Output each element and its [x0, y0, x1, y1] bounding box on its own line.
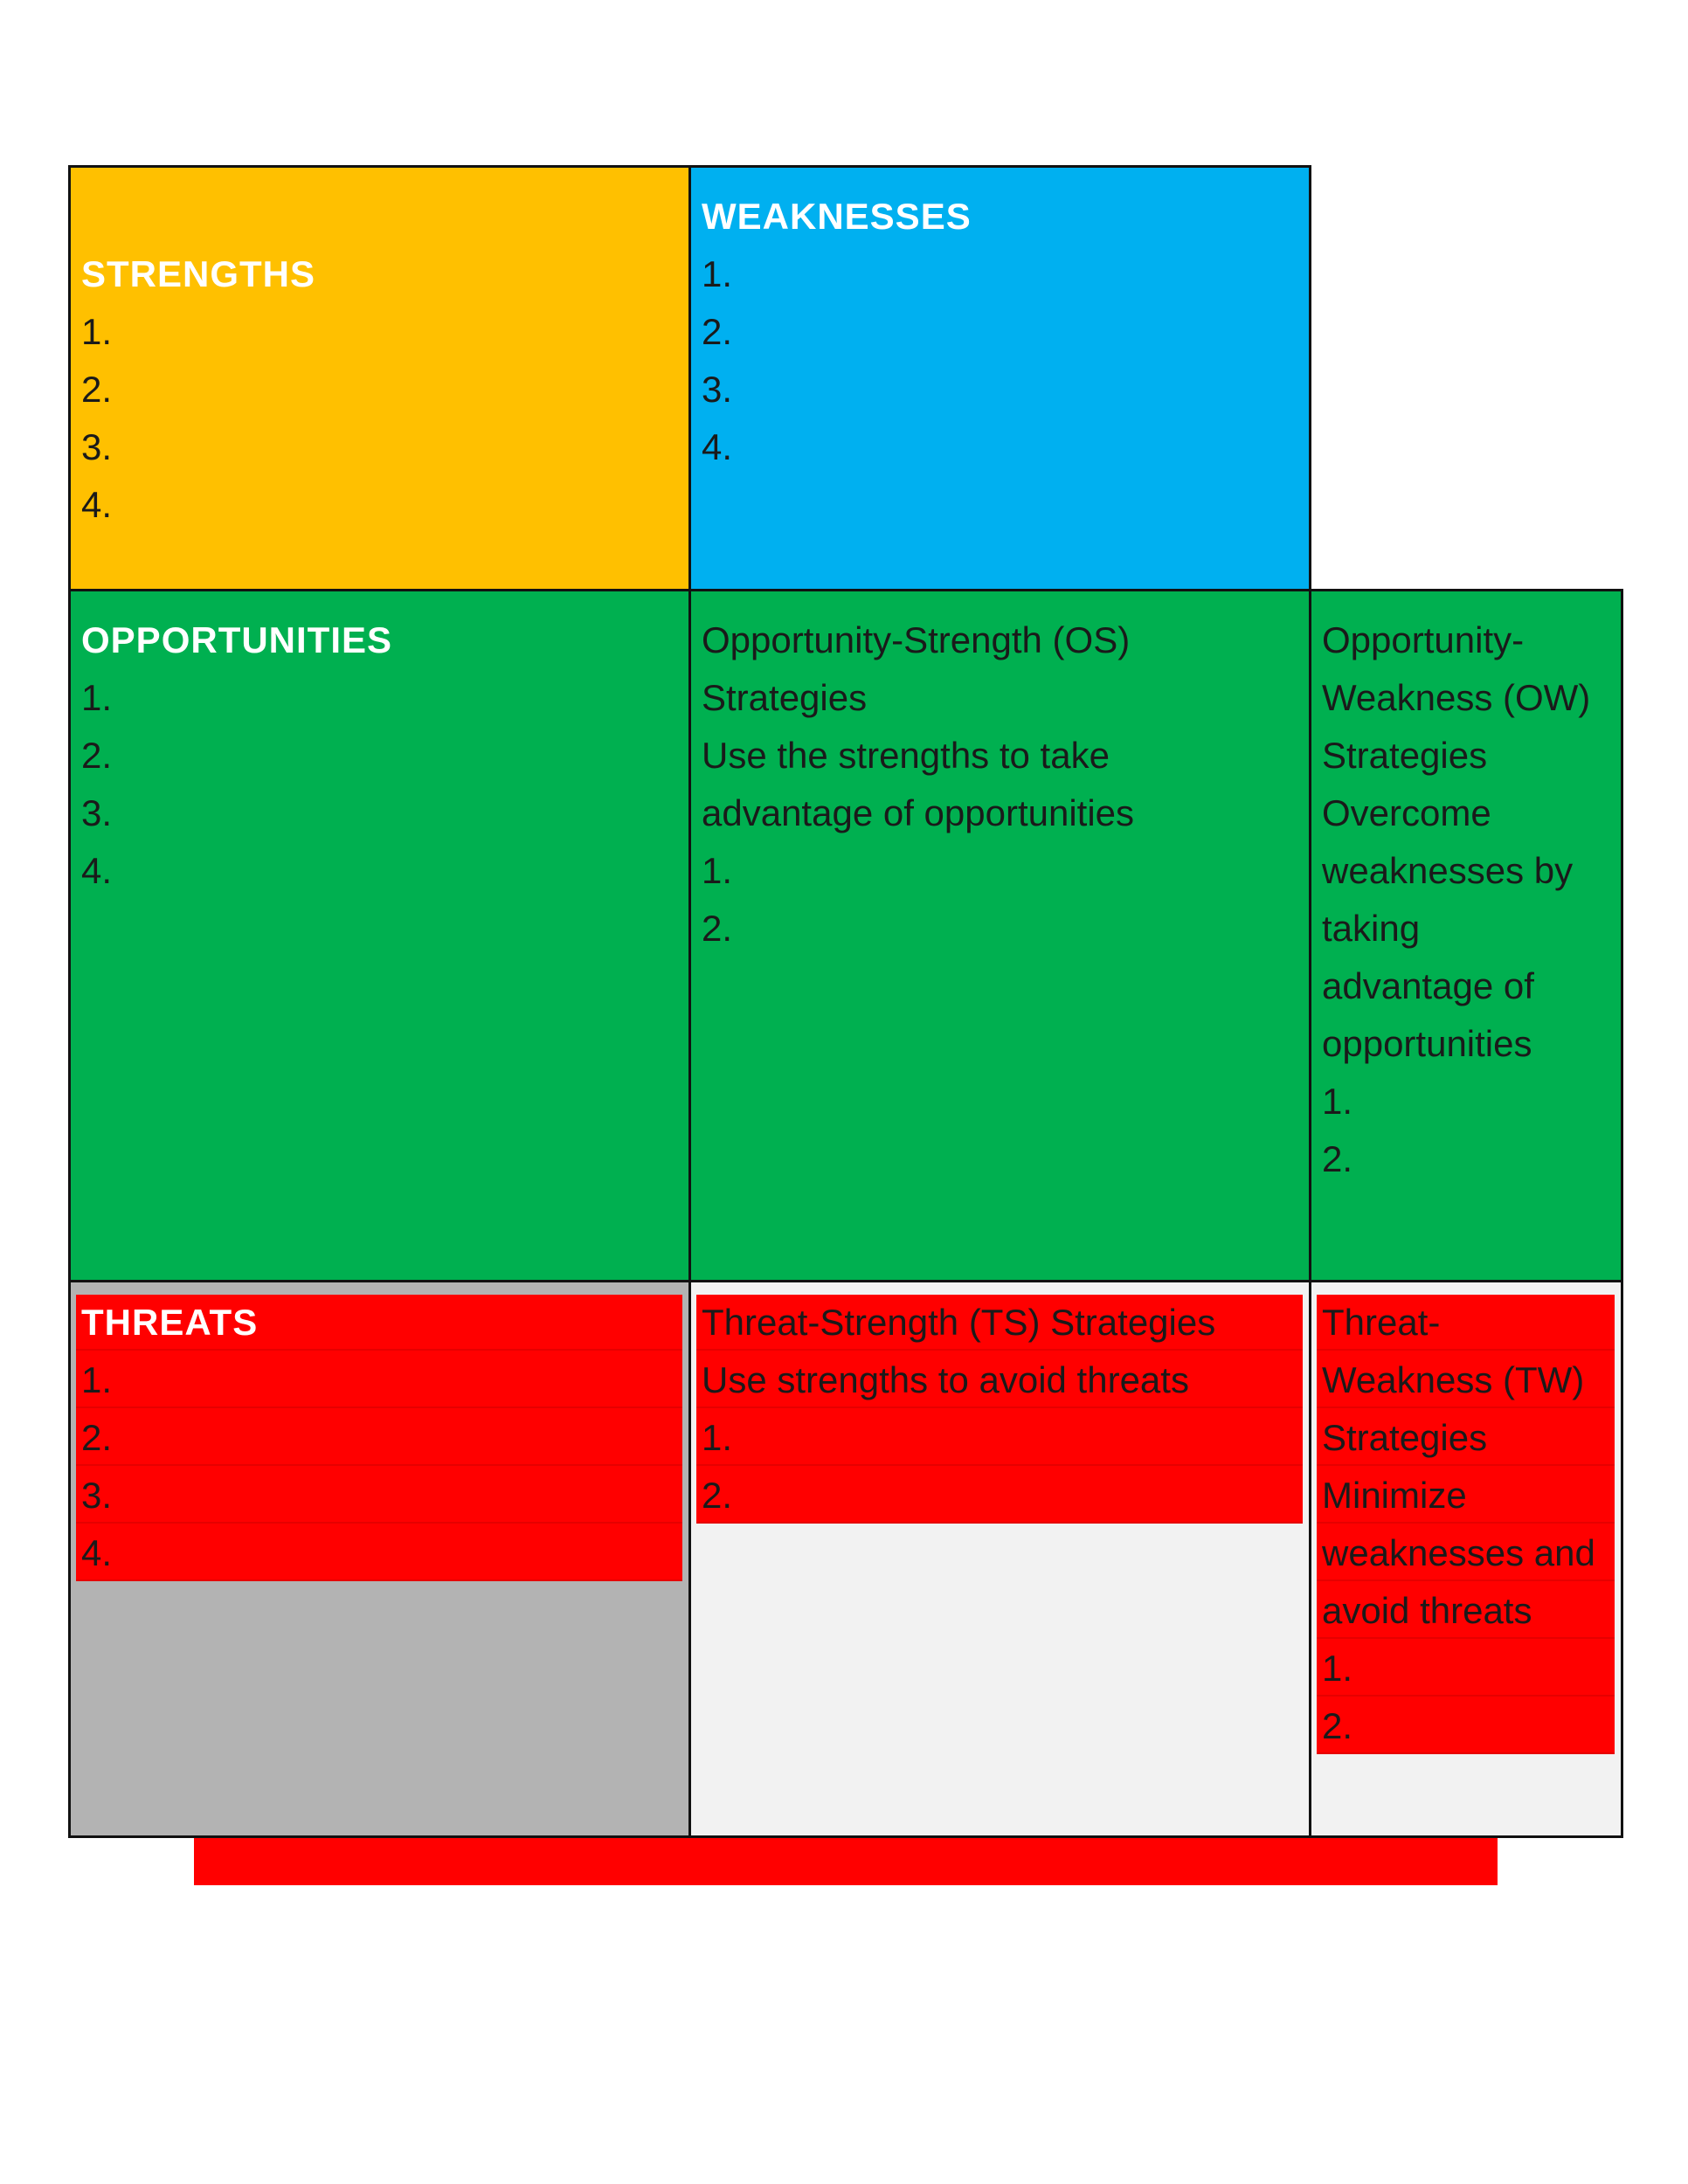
bottom-red-bar: [194, 1838, 1498, 1885]
weaknesses-item-4: 4.: [702, 426, 733, 467]
tw-strategies-cell: [1309, 1280, 1623, 1838]
os-strategies-title-line-2: Strategies: [702, 677, 868, 718]
os-strategies-cell: [688, 589, 1311, 1282]
os-strategies-desc-line-2: advantage of opportunities: [702, 792, 1135, 833]
threats-item-3: 3.: [81, 1475, 113, 1516]
os-strategies-title-line-1: Opportunity-Strength (OS): [702, 619, 1131, 660]
ow-strategies-item-2: 2.: [1322, 1138, 1353, 1179]
opportunities-heading: OPPORTUNITIES: [81, 619, 393, 660]
os-strategies-desc-line-1: Use the strengths to take: [702, 735, 1110, 776]
tw-strategies-line-5: weaknesses and: [1322, 1532, 1595, 1573]
opportunities-item-1: 1.: [81, 677, 113, 718]
strengths-heading: STRENGTHS: [81, 253, 316, 294]
tw-strategies-line-1: Threat-: [1322, 1302, 1441, 1343]
os-strategies-content: [702, 612, 1309, 957]
threats-item-2: 2.: [81, 1417, 113, 1458]
weaknesses-item-2: 2.: [702, 311, 733, 352]
weaknesses-item-3: 3.: [702, 369, 733, 410]
strengths-content: [81, 245, 688, 534]
opportunities-content: [81, 612, 688, 900]
strengths-item-4: 4.: [81, 484, 113, 525]
ow-strategies-content: [1322, 612, 1621, 1188]
strengths-item-1: 1.: [81, 311, 113, 352]
opportunities-item-3: 3.: [81, 792, 113, 833]
strengths-item-3: 3.: [81, 426, 113, 467]
ts-strategies-item-1: 1.: [702, 1417, 733, 1458]
opportunities-cell: [68, 589, 691, 1282]
strengths-cell: [68, 165, 691, 591]
ow-strategies-line-1: Opportunity-: [1322, 619, 1525, 660]
tw-strategies-item-1: 1.: [1322, 1648, 1353, 1689]
ts-strategies-title: Threat-Strength (TS) Strategies: [702, 1302, 1216, 1343]
os-strategies-item-2: 2.: [702, 908, 733, 949]
ow-strategies-line-7: advantage of: [1322, 965, 1534, 1006]
tw-strategies-content: [1322, 1294, 1621, 1755]
threats-item-1: 1.: [81, 1359, 113, 1400]
weaknesses-item-1: 1.: [702, 253, 733, 294]
weaknesses-cell: [688, 165, 1311, 591]
ts-strategies-cell: [688, 1280, 1311, 1838]
tw-strategies-line-3: Strategies: [1322, 1417, 1488, 1458]
ow-strategies-line-3: Strategies: [1322, 735, 1488, 776]
os-strategies-item-1: 1.: [702, 850, 733, 891]
threats-heading: THREATS: [81, 1302, 259, 1343]
ow-strategies-cell: [1309, 589, 1623, 1282]
threats-cell: [68, 1280, 691, 1838]
weaknesses-content: [702, 188, 1309, 476]
ts-strategies-content: [702, 1294, 1309, 1524]
threats-item-4: 4.: [81, 1532, 113, 1573]
ts-strategies-desc: Use strengths to avoid threats: [702, 1359, 1189, 1400]
tw-strategies-line-6: avoid threats: [1322, 1590, 1532, 1631]
opportunities-item-4: 4.: [81, 850, 113, 891]
tw-strategies-line-4: Minimize: [1322, 1475, 1467, 1516]
ow-strategies-line-2: Weakness (OW): [1322, 677, 1591, 718]
ow-strategies-line-8: opportunities: [1322, 1023, 1532, 1064]
ow-strategies-line-4: Overcome: [1322, 792, 1491, 833]
ts-strategies-item-2: 2.: [702, 1475, 733, 1516]
ow-strategies-line-6: taking: [1322, 908, 1421, 949]
tw-strategies-item-2: 2.: [1322, 1705, 1353, 1746]
tw-strategies-line-2: Weakness (TW): [1322, 1359, 1585, 1400]
strengths-item-2: 2.: [81, 369, 113, 410]
opportunities-item-2: 2.: [81, 735, 113, 776]
weaknesses-heading: WEAKNESSES: [702, 196, 972, 237]
ow-strategies-item-1: 1.: [1322, 1081, 1353, 1122]
threats-content: [81, 1294, 688, 1582]
ow-strategies-line-5: weaknesses by: [1322, 850, 1574, 891]
